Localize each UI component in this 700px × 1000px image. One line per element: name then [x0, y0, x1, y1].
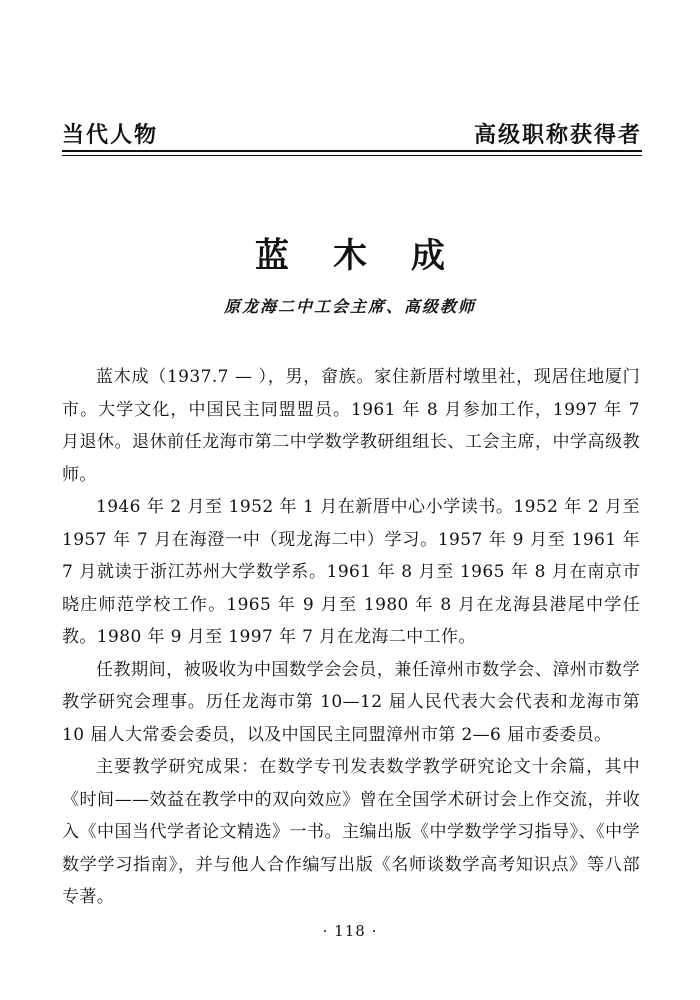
- person-position-subtitle: 原龙海二中工会主席、高级教师: [223, 297, 476, 316]
- header-category-label: 高级职称获得者: [473, 123, 642, 148]
- paragraph-education-career: 1946 年 2 月至 1952 年 1 月在新厝中心小学读书。1952 年 2 月至 1957 年 7 月在海澄一中（现龙海二中）学习。1957 年 9 月至 1961 年 7 月就读于浙江苏州大学数学系。1961 年 8 月至 1965 年 8 月在南京市晓庄师范学校工作。1965 年 9 月至 1980 年 8 月在龙海县港尾中学任教。1980 年 9 月至 1997 年 7 月在龙海二中工作。: [62, 497, 640, 647]
- person-name-title: 蓝木成: [255, 236, 489, 276]
- header-rule-thick: [62, 150, 642, 152]
- paragraph-research-results: 主要教学研究成果：在数学专刊发表数学教学研究论文十余篇，其中《时间——效益在教学中的双向效应》曾在全国学术研讨会上作交流，并收入《中国当代学者论文精选》一书。主编出版《中学数学学习指导》、《中学数学学习指南》，并与他人合作编写出版《名师谈数学高考知识点》等八部专著。: [62, 757, 640, 907]
- paragraph-intro: 蓝木成（1937.7 — ），男，畲族。家住新厝村墩里社，现居住地厦门市。大学文化，中国民主同盟盟员。1961 年 8 月参加工作，1997 年 7 月退休。退休前任龙海市第二中学数学教研组组长、工会主席，中学高级教师。: [62, 367, 640, 485]
- running-header: [62, 112, 642, 152]
- paragraph-memberships: 任教期间，被吸收为中国数学会会员，兼任漳州市数学会、漳州市数学教学研究会理事。历任龙海市第 10—12 届人民代表大会代表和龙海市第 10 届人大常委会委员，以及中国民主同盟漳州市第 2—6 届市委委员。: [62, 659, 640, 745]
- header-section-label: 当代人物: [62, 123, 159, 148]
- biography-body: [62, 361, 640, 914]
- header-rule-thin: [62, 155, 642, 156]
- page-number: · 118 ·: [322, 922, 378, 940]
